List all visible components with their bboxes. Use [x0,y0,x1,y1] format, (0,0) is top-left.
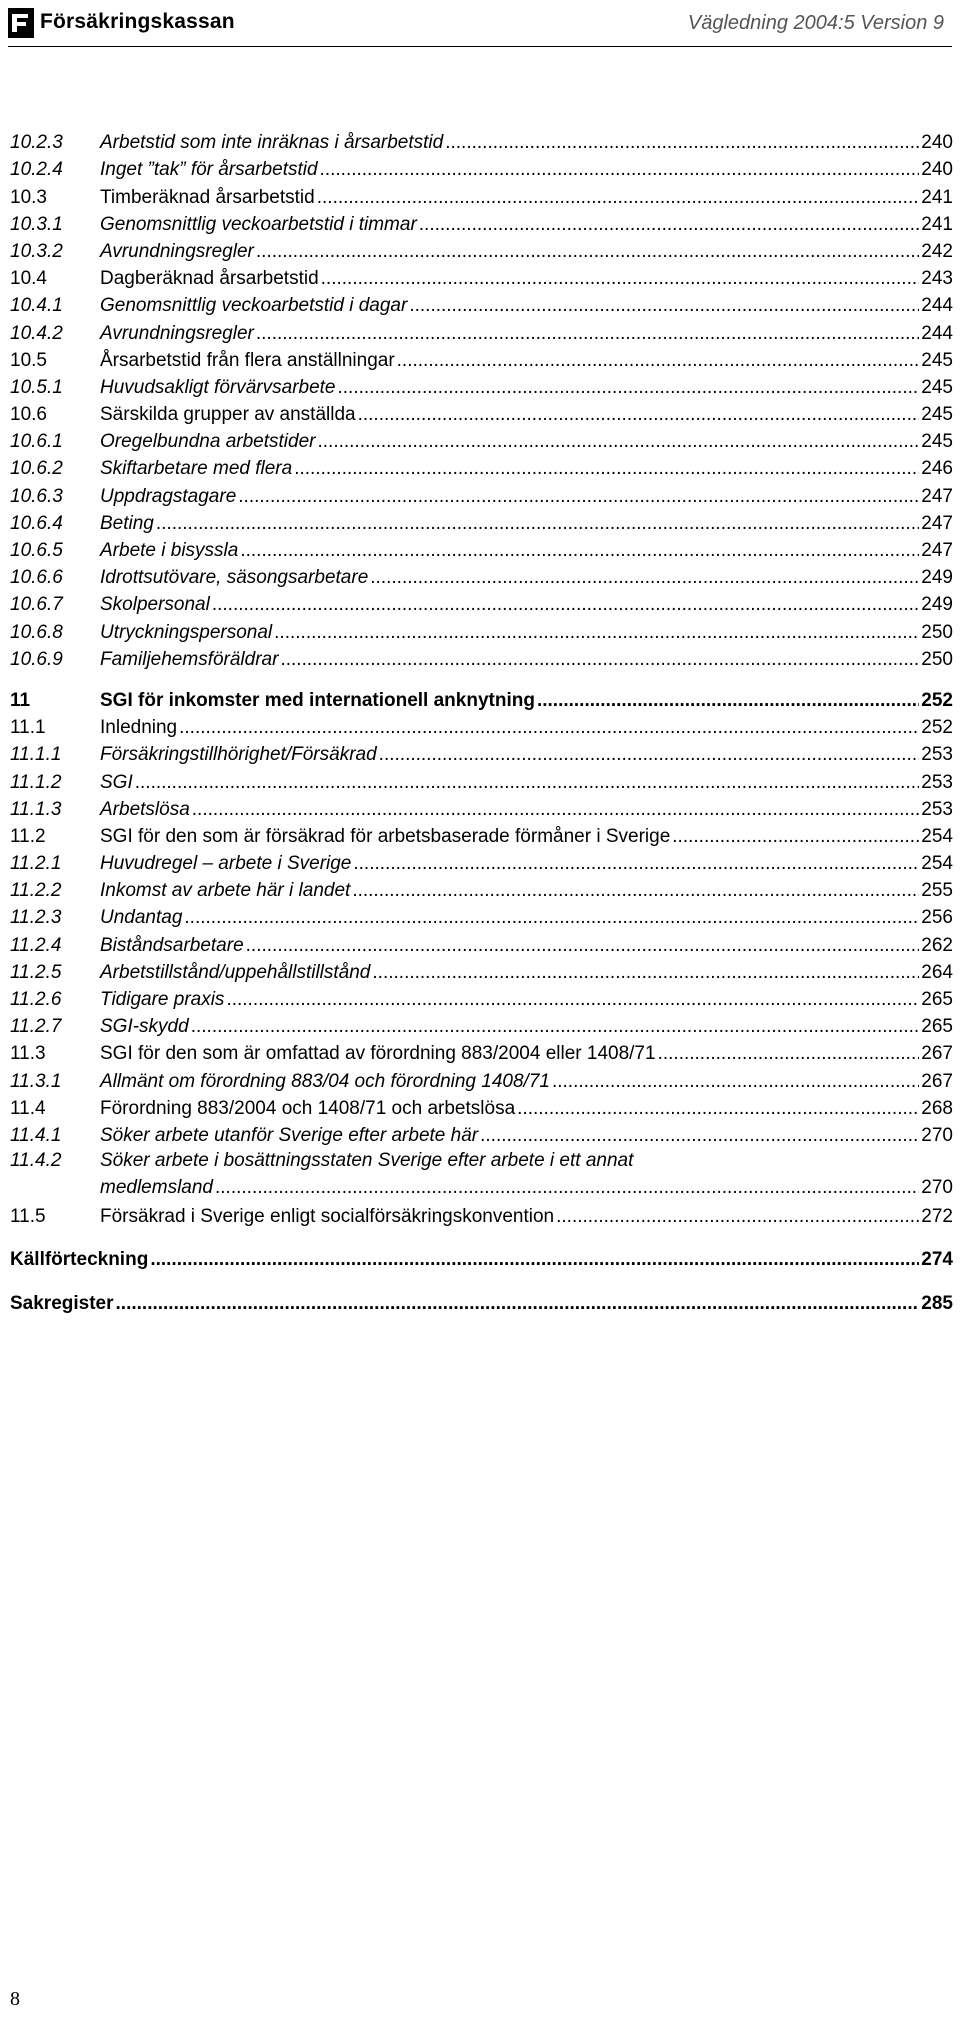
toc-entry-page: 249 [921,567,953,589]
toc-entry-title: SGI-skydd [100,1016,189,1038]
toc-entry[interactable] [10,929,953,956]
toc-leader-dots [246,935,920,957]
toc-entry[interactable] [10,290,953,317]
toc-entry-number: 11.3.1 [10,1070,62,1092]
toc-entry-title: Tidigare praxis [100,989,225,1010]
toc-leader-dots [212,594,919,616]
toc-entry-title: Genomsnittlig veckoarbetstid i timmar [100,213,417,235]
toc-entry-title: Årsarbetstid från flera anställningar [100,349,395,371]
toc-entry-number: 10.6.1 [10,431,63,453]
toc-entry[interactable] [10,127,953,154]
toc-entry-number: 11.1.2 [10,771,62,793]
toc-entry[interactable] [10,535,953,562]
toc-entry-title: Förordning 883/2004 och 1408/71 och arbetslösa [100,1097,516,1119]
toc-leader-dots [317,431,919,453]
toc-entry-page: 247 [921,540,953,561]
toc-entry-page: 274 [921,1249,953,1271]
toc-entry-number: 11.1.3 [10,798,62,820]
toc-entry-page: 264 [921,961,953,983]
toc-leader-dots [321,268,920,290]
toc-entry-title: Arbetstillstånd/uppehållstillstånd [100,961,371,983]
toc-entry[interactable] [10,372,953,399]
page-number: 8 [10,1988,20,2010]
toc-entry[interactable] [10,984,953,1011]
toc-entry[interactable] [10,1201,953,1228]
toc-entry[interactable] [10,766,953,793]
toc-entry-title: Arbetstid som inte inräknas i årsarbetstid [100,132,444,154]
toc-entry[interactable] [10,209,953,236]
toc-leader-dots [672,826,919,848]
toc-entry-number: 11.4.1 [10,1124,62,1146]
toc-entry-page: 272 [921,1206,953,1228]
toc-entry-number: 11.2.6 [10,989,62,1010]
toc-entry-number: 10.6.7 [10,594,63,616]
toc-entry-title: Inget ”tak” för årsarbetstid [100,159,318,181]
toc-leader-dots [338,377,920,399]
toc-entry[interactable] [10,154,953,181]
toc-entry[interactable] [10,562,953,589]
toc-leader-dots [191,1016,920,1038]
toc-entry-number: 10.4.2 [10,322,63,344]
toc-entry-number: 10.6.4 [10,512,63,534]
forsakringskassan-logo-icon [8,8,34,38]
toc-leader-dots [226,989,919,1011]
toc-entry-page: 245 [921,376,953,398]
toc-entry-page: 244 [921,322,953,344]
toc-entry-title: Inkomst av arbete här i landet [100,880,351,902]
toc-entry-title: Avrundningsregler [100,240,254,262]
toc-entry-number: 11 [10,689,31,711]
toc-entry-page: 253 [921,744,953,766]
toc-entry-page: 245 [921,431,953,453]
toc-tail-list [10,1201,953,1228]
toc-leader-dots [353,853,919,875]
toc-entry-number: 10.6.5 [10,540,63,561]
toc-entry-page: 249 [921,594,953,616]
toc-entry-title: Huvudregel – arbete i Sverige [100,853,352,875]
toc-entry[interactable] [10,589,953,616]
toc-entry-page: 247 [921,485,953,507]
toc-leader-dots [192,799,920,821]
toc-entry-number: 10.6.8 [10,621,63,643]
toc-entry-title: Biståndsarbetare [100,934,244,956]
toc-entry-page: 245 [921,404,953,426]
toc-entry-page: 250 [921,648,953,670]
toc-entry-number: 11.5 [10,1206,46,1228]
toc-entry[interactable] [10,317,953,344]
toc-entry-number: 11.1 [10,717,46,739]
toc-entry[interactable] [10,739,953,766]
toc-leader-dots [352,880,919,902]
toc-entry-title: Söker arbete utanför Sverige efter arbete här [100,1124,479,1146]
toc-entry-title: Timberäknad årsarbetstid [100,186,315,208]
toc-entry-page: 245 [921,349,953,371]
toc-leader-dots [179,717,919,739]
toc-entry-number: 10.3.2 [10,240,63,262]
toc-entry-number: 11.2.7 [10,1016,62,1038]
toc-entry-title: Huvudsakligt förvärvsarbete [100,376,336,398]
toc-entry-title: Skolpersonal [100,594,210,616]
toc-leader-dots [537,690,919,712]
toc-entry-page: 267 [921,1070,953,1092]
toc-leader-dots [397,350,920,372]
toc-entry-page: 244 [921,295,953,317]
toc-entry-title: Idrottsutövare, säsongsarbetare [100,567,369,589]
toc-entry-title: Avrundningsregler [100,322,254,344]
toc-entry-title: SGI för inkomster med internationell anknytning [100,689,535,711]
toc-entry-number: 10.3.1 [10,213,63,235]
toc-entry-number: 10.6.2 [10,458,63,480]
toc-main-list [10,127,953,1147]
toc-entry-title: Genomsnittlig veckoarbetstid i dagar [100,295,408,317]
toc-entry-page: 241 [921,213,953,235]
toc-entry-number: 11.2.2 [10,880,62,902]
toc-leader-dots [116,1293,920,1315]
table-of-contents [10,127,953,1315]
toc-entry-number: 10.4 [10,268,47,290]
toc-entry-title: Skiftarbetare med flera [100,458,293,480]
toc-entry-title: Källförteckning [10,1249,149,1271]
toc-leader-dots [445,132,919,154]
toc-leader-dots [256,323,919,345]
toc-entry-title: SGI [100,771,133,793]
toc-entry-number: 10.2.4 [10,159,63,181]
toc-entry-number: 10.3 [10,186,47,208]
toc-leader-dots [370,567,919,589]
toc-entry[interactable] [10,426,953,453]
toc-leader-dots [409,295,919,317]
toc-entry-number: 10.6.6 [10,567,63,589]
toc-entry[interactable] [10,508,953,535]
header-divider [8,46,952,47]
toc-entry-number: 10.4.1 [10,295,63,317]
toc-leader-dots [320,159,920,181]
toc-entry[interactable] [10,1093,953,1120]
toc-entry-page: 250 [921,621,953,643]
toc-entry-page: 242 [921,240,953,262]
toc-leader-dots [280,649,919,671]
toc-entry[interactable] [10,263,953,290]
toc-entry[interactable] [10,875,953,902]
toc-entry[interactable] [10,236,953,263]
toc-entry-title: Allmänt om förordning 883/04 och förordning 1408/71 [100,1070,550,1092]
toc-entry-title: Arbete i bisyssla [100,540,239,561]
toc-back-matter [10,1244,953,1314]
toc-entry[interactable] [10,1065,953,1092]
toc-entry-number: 11.2.3 [10,907,62,929]
toc-leader-dots [517,1098,919,1120]
toc-leader-dots [372,962,919,984]
toc-leader-dots [215,1174,919,1201]
toc-entry-page: 255 [921,880,953,902]
toc-entry-title: Inledning [100,717,178,739]
toc-entry-page: 285 [921,1292,953,1314]
toc-entry-page: 256 [921,907,953,929]
logo-text: Försäkringskassan [40,10,235,33]
toc-entry-page: 265 [921,989,953,1010]
toc-entry-number: 11.2.1 [10,853,62,875]
toc-entry[interactable] [10,821,953,848]
toc-leader-dots [480,1125,919,1147]
toc-entry-number: 11.2.5 [10,961,62,983]
toc-entry[interactable] [10,644,953,671]
toc-entry[interactable] [10,345,953,372]
toc-entry-page: 252 [921,689,953,711]
toc-entry-page: 265 [921,1016,953,1038]
toc-entry[interactable] [10,1120,953,1147]
toc-entry[interactable] [10,399,953,426]
toc-entry-page: 267 [921,1043,953,1065]
toc-entry-title: Beting [100,512,154,534]
toc-entry-page: 240 [921,159,953,181]
toc-entry-number: 11.2 [10,825,46,847]
toc-entry-page: 254 [921,825,953,847]
toc-entry[interactable] [10,181,953,208]
toc-entry[interactable] [10,712,953,739]
toc-entry[interactable] [10,1011,953,1038]
toc-entry[interactable] [10,616,953,643]
toc-entry-number: 11.3 [10,1043,46,1065]
toc-leader-dots [294,458,919,480]
document-version: Vägledning 2004:5 Version 9 [687,12,944,34]
toc-entry[interactable] [10,1038,953,1065]
toc-entry-number: 10.5.1 [10,376,63,398]
toc-entry-number: 10.6.3 [10,485,63,507]
toc-entry[interactable] [10,453,953,480]
toc-entry-number: 10.6.9 [10,648,63,670]
toc-leader-dots [556,1206,919,1228]
toc-entry-page: 253 [921,798,953,820]
toc-leader-dots [358,404,920,426]
toc-entry-title: Arbetslösa [100,798,190,820]
toc-leader-dots [135,772,920,794]
toc-entry[interactable] [10,1287,953,1314]
toc-entry-page: 240 [921,132,953,154]
toc-leader-dots [419,214,920,236]
toc-entry-number: 10.5 [10,349,47,371]
toc-entry-title: Uppdragstagare [100,485,237,507]
toc-entry[interactable] [10,1147,953,1201]
toc-entry-page: 268 [921,1097,953,1119]
toc-leader-dots [256,241,919,263]
toc-leader-dots [156,513,919,535]
toc-entry[interactable] [10,685,953,712]
toc-leader-dots [274,622,919,644]
toc-entry-title: SGI för den som är försäkrad för arbetsbaserade förmåner i Sverige [100,825,671,847]
toc-entry-number: 11.4.2 [10,1149,62,1171]
toc-entry-title: Försäkringstillhörighet/Försäkrad [100,744,377,766]
toc-entry[interactable] [10,957,953,984]
toc-leader-dots [240,540,919,562]
toc-entry-title: Oregelbundna arbetstider [100,431,316,453]
toc-entry-title: Undantag [100,907,183,929]
toc-entry[interactable] [10,1244,953,1271]
toc-entry[interactable] [10,848,953,875]
toc-entry[interactable] [10,794,953,821]
toc-entry-number: 10.6 [10,404,47,426]
page-header [0,0,960,46]
toc-leader-dots [150,1249,919,1271]
toc-entry-title: Familjehemsföräldrar [100,648,279,670]
toc-entry-page: 243 [921,268,953,290]
toc-entry-page: 247 [921,512,953,534]
toc-entry-page: 253 [921,771,953,793]
toc-entry-title-continued: medlemsland [100,1176,213,1198]
toc-entry-page: 270 [921,1176,953,1198]
toc-entry-page: 262 [921,934,953,956]
toc-leader-dots [552,1071,919,1093]
toc-entry-title: Dagberäknad årsarbetstid [100,268,319,290]
toc-entry-title: SGI för den som är omfattad av förordning 883/2004 eller 1408/71 [100,1043,656,1065]
toc-entry-title: Söker arbete i bosättningsstaten Sverige efter arbete i ett annat [100,1149,634,1171]
toc-leader-dots [184,907,919,929]
toc-entry-page: 241 [921,186,953,208]
toc-entry-title: Försäkrad i Sverige enligt socialförsäkringskonvention [100,1206,555,1228]
toc-leader-dots [379,744,920,766]
toc-leader-dots [317,187,920,209]
toc-entry-page: 254 [921,853,953,875]
toc-entry-number: 11.4 [10,1097,46,1119]
toc-entry-title: Sakregister [10,1292,114,1314]
toc-entry-title: Utryckningspersonal [100,621,273,643]
toc-entry[interactable] [10,902,953,929]
toc-entry-page: 246 [921,458,953,480]
toc-leader-dots [658,1043,920,1065]
toc-entry-number: 11.2.4 [10,934,62,956]
toc-leader-dots [238,486,919,508]
toc-entry-number: 11.1.1 [10,744,62,766]
toc-entry[interactable] [10,480,953,507]
toc-entry-page: 270 [921,1124,953,1146]
toc-entry-title: Särskilda grupper av anställda [100,404,356,426]
toc-entry-number: 10.2.3 [10,132,63,154]
toc-entry-page: 252 [921,717,953,739]
